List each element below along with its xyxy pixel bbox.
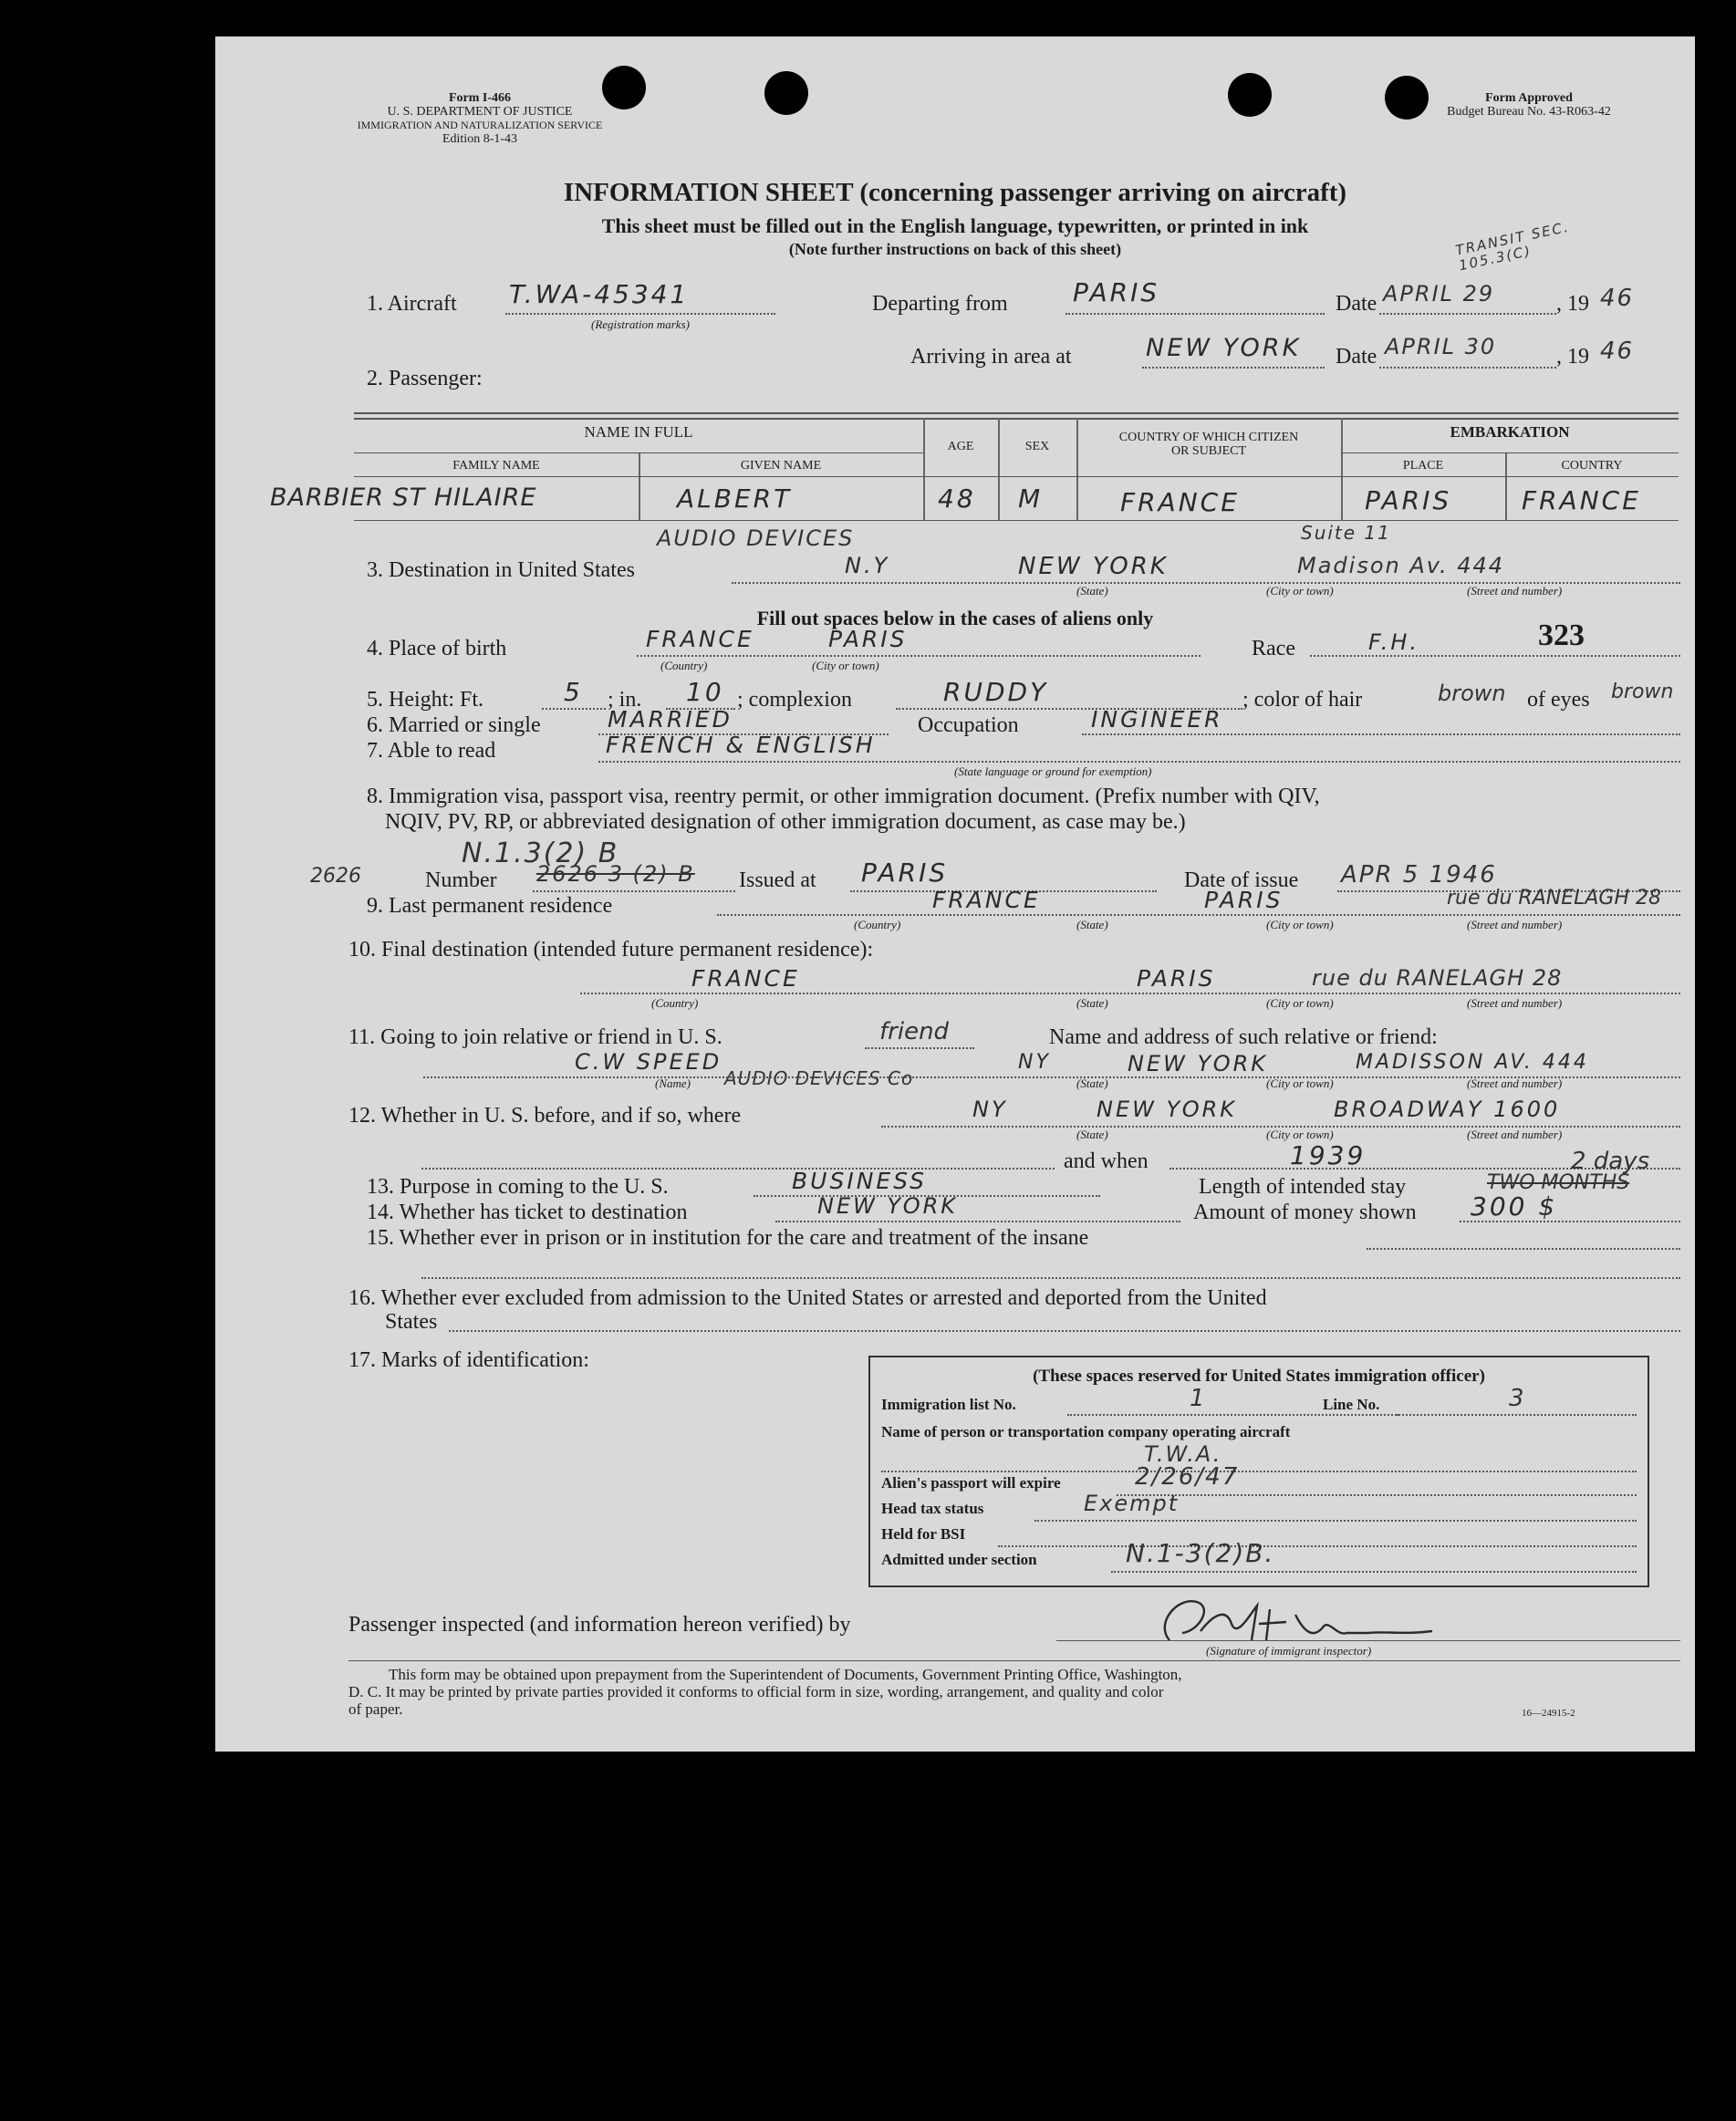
- form-header-left: [343, 91, 617, 146]
- registration-caption: (Registration marks): [591, 317, 690, 331]
- visa-number-prefix: 2626: [310, 865, 361, 888]
- aircraft-label: 1. Aircraft: [367, 292, 457, 316]
- list-no-value: 1: [1190, 1385, 1207, 1412]
- marital-label: 6. Married or single: [367, 713, 541, 737]
- caption-birth-city: (City or town): [812, 659, 879, 672]
- destination-street: Madison Av. 444: [1297, 553, 1505, 578]
- footer-note-2: D. C. It may be printed by private parties provided it conforms to official form in size, wording, arrangement, and quality and color: [348, 1683, 1164, 1700]
- destination-company: AUDIO DEVICES: [657, 525, 855, 551]
- caption-state: (State): [1076, 584, 1108, 598]
- complexion-label: ; complexion: [737, 688, 852, 712]
- embark-place-value: PARIS: [1365, 485, 1452, 515]
- arrival-date-label: Date: [1336, 345, 1377, 369]
- caption-city: (City or town): [1266, 1128, 1334, 1141]
- caption-state: (State): [1076, 996, 1108, 1010]
- th-place: PLACE: [1402, 459, 1444, 473]
- passport-expire-value: 2/26/47: [1135, 1463, 1240, 1491]
- th-country-citizen: COUNTRY OF WHICH CITIZEN: [1118, 431, 1299, 444]
- excluded-line-2: States: [385, 1310, 438, 1334]
- read-label: 7. Able to read: [367, 739, 496, 763]
- caption-street: (Street and number): [1467, 1076, 1563, 1090]
- form-header-right: [1401, 91, 1657, 119]
- arriving-value: NEW YORK: [1146, 334, 1302, 362]
- visa-line-2: NQIV, PV, RP, or abbreviated designation of other immigration document, as case may be.): [385, 810, 1186, 834]
- arrival-year-prefix: , 19: [1556, 345, 1589, 369]
- issued-at-value: PARIS: [861, 858, 949, 888]
- marital-value: MARRIED: [608, 706, 733, 733]
- inspected-label: Passenger inspected (and information hereon verified) by: [348, 1613, 851, 1637]
- purpose-label: 13. Purpose in coming to the U. S.: [367, 1175, 669, 1199]
- ticket-label: 14. Whether has ticket to destination: [367, 1201, 688, 1224]
- caption-country: (Country): [854, 918, 901, 931]
- caption-street: (Street and number): [1467, 1128, 1563, 1141]
- hair-value: brown: [1438, 681, 1506, 706]
- us-before-label: 12. Whether in U. S. before, and if so, where: [348, 1104, 742, 1128]
- admitted-value: N.1-3(2)B.: [1126, 1538, 1275, 1568]
- date-of-issue-label: Date of issue: [1184, 868, 1299, 892]
- caption-state: (State): [1076, 918, 1108, 931]
- destination-city: NEW YORK: [1018, 553, 1169, 580]
- us-before-state: NY: [972, 1097, 1008, 1122]
- bsi-label: Held for BSI: [881, 1525, 966, 1543]
- final-destination-label: 10. Final destination (intended future permanent residence):: [348, 938, 874, 962]
- footer-note-1: This form may be obtained upon prepayment from the Superintendent of Documents, Government Printing Office, Washington,: [389, 1666, 1182, 1683]
- th-age: AGE: [947, 440, 974, 453]
- ticket-value: NEW YORK: [817, 1193, 959, 1219]
- arriving-label: Arriving in area at: [910, 345, 1072, 369]
- visa-line-1: 8. Immigration visa, passport visa, reentry permit, or other immigration document. (Prefix number with QIV,: [367, 785, 1320, 808]
- caption-city: (City or town): [1266, 584, 1334, 598]
- last-residence-label: 9. Last permanent residence: [367, 894, 613, 918]
- citizen-value: FRANCE: [1120, 487, 1240, 517]
- departing-value: PARIS: [1073, 277, 1160, 307]
- punch-hole: [764, 71, 808, 115]
- page-subtitle: This sheet must be filled out in the English language, typewritten, or printed in ink: [601, 214, 1309, 237]
- head-tax-value: Exempt: [1084, 1491, 1180, 1516]
- stay-label: Length of intended stay: [1199, 1175, 1407, 1199]
- us-before-city: NEW YORK: [1097, 1097, 1238, 1122]
- th-given-name: GIVEN NAME: [740, 459, 822, 473]
- officer-box: [868, 1356, 1649, 1587]
- height-ft: 5: [564, 677, 583, 707]
- read-value: FRENCH & ENGLISH: [606, 732, 876, 758]
- aircraft-value: T.WA-45341: [509, 279, 690, 309]
- form-approved: Form Approved: [1485, 91, 1573, 105]
- page-title: INFORMATION SHEET (concerning passenger arriving on aircraft): [563, 178, 1347, 207]
- date-of-issue-value: APR 5 1946: [1341, 861, 1497, 889]
- operator-label: Name of person or transportation company operating aircraft: [881, 1423, 1291, 1440]
- th-family-name: FAMILY NAME: [452, 459, 540, 473]
- excluded-line-1: 16. Whether ever excluded from admission to the United States or arrested and deported from the United: [348, 1286, 1267, 1310]
- height-in: 10: [686, 677, 724, 707]
- friend-city: NEW YORK: [1128, 1051, 1269, 1076]
- caption-name: (Name): [655, 1076, 691, 1090]
- visa-number-overwrite: N.1.3(2) B: [462, 837, 619, 869]
- caption-city: (City or town): [1266, 1076, 1334, 1090]
- friend-name: C.W SPEED: [575, 1049, 722, 1075]
- department: U. S. DEPARTMENT OF JUSTICE: [387, 105, 573, 119]
- purpose-value: BUSINESS: [792, 1168, 928, 1194]
- visa-number-value: 2626 3 (2) B: [536, 861, 695, 887]
- final-destination-city: PARIS: [1137, 965, 1216, 992]
- join-friend-value: friend: [879, 1018, 950, 1045]
- departure-year-prefix: , 19: [1556, 292, 1589, 316]
- prison-label: 15. Whether ever in prison or in institution for the care and treatment of the insane: [367, 1226, 1089, 1250]
- arrival-date-value: APRIL 30: [1385, 334, 1497, 359]
- passport-expire-label: Alien's passport will expire: [881, 1474, 1061, 1492]
- th-sex: SEX: [1024, 440, 1050, 453]
- th-emb-country: COUNTRY: [1561, 459, 1623, 473]
- edition: Edition 8-1-43: [442, 132, 518, 146]
- th-name-in-full: NAME IN FULL: [584, 423, 693, 441]
- list-no-label: Immigration list No.: [881, 1396, 1016, 1413]
- caption-country: (Country): [651, 996, 699, 1010]
- budget-bureau: Budget Bureau No. 43-R063-42: [1447, 105, 1611, 119]
- caption-birth-country: (Country): [660, 659, 708, 672]
- race-label: Race: [1252, 637, 1295, 660]
- money-label: Amount of money shown: [1193, 1201, 1417, 1224]
- destination-label: 3. Destination in United States: [367, 558, 635, 582]
- line-no-label: Line No.: [1323, 1396, 1380, 1413]
- departure-date-value: APRIL 29: [1383, 281, 1495, 307]
- family-name-value: BARBIER ST HILAIRE: [270, 483, 537, 512]
- th-country-subject: OR SUBJECT: [1170, 444, 1247, 458]
- birth-city: PARIS: [828, 626, 908, 652]
- admitted-label: Admitted under section: [881, 1551, 1037, 1568]
- departure-year: 46: [1600, 285, 1635, 312]
- read-caption: (State language or ground for exemption): [954, 764, 1152, 778]
- last-residence-street: rue du RANELAGH 28: [1447, 887, 1661, 910]
- birth-country: FRANCE: [646, 626, 754, 652]
- footer-note-3: of paper.: [348, 1700, 403, 1718]
- when-label: and when: [1064, 1149, 1149, 1173]
- officer-box-title: (These spaces reserved for United States immigration officer): [1033, 1367, 1485, 1386]
- passenger-label: 2. Passenger:: [367, 367, 483, 390]
- caption-state: (State): [1076, 1128, 1108, 1141]
- visa-number-label: Number: [425, 868, 497, 892]
- caption-city: (City or town): [1266, 918, 1334, 931]
- departure-date-label: Date: [1336, 292, 1377, 316]
- friend-street: MADISSON AV. 444: [1356, 1051, 1589, 1074]
- aliens-only-note: Fill out spaces below in the cases of aliens only: [756, 607, 1154, 629]
- last-residence-country: FRANCE: [932, 887, 1041, 913]
- height-label: 5. Height: Ft.: [367, 688, 484, 712]
- line-no-value: 3: [1509, 1385, 1526, 1412]
- sex-value: M: [1018, 483, 1044, 514]
- stay-value: TWO MONTHS: [1487, 1171, 1630, 1194]
- departing-label: Departing from: [872, 292, 1008, 316]
- instruction-note: (Note further instructions on back of this sheet): [788, 240, 1122, 258]
- marks-label: 17. Marks of identification:: [348, 1348, 589, 1372]
- complexion-value: RUDDY: [943, 677, 1049, 707]
- operator-value: T.W.A.: [1144, 1441, 1222, 1467]
- race-value: F.H.: [1368, 629, 1420, 655]
- embark-country-value: FRANCE: [1522, 485, 1641, 515]
- eyes-label: of eyes: [1527, 688, 1590, 712]
- hair-label: ; color of hair: [1242, 688, 1363, 712]
- relative-name-address-label: Name and address of such relative or friend:: [1049, 1025, 1438, 1049]
- friend-company: AUDIO DEVICES Co: [724, 1067, 914, 1089]
- us-before-street: BROADWAY 1600: [1334, 1097, 1561, 1122]
- form-number: Form I-466: [448, 91, 512, 105]
- destination-state: N.Y: [845, 553, 890, 578]
- transit-stamp: TRANSIT SEC. 105.3(C): [1454, 218, 1572, 275]
- form-code: 16—24915-2: [1522, 1708, 1575, 1719]
- last-residence-city: PARIS: [1204, 887, 1284, 913]
- caption-street: (Street and number): [1467, 996, 1563, 1010]
- caption-street: (Street and number): [1467, 584, 1563, 598]
- caption-city: (City or town): [1266, 996, 1334, 1010]
- caption-street: (Street and number): [1467, 918, 1563, 931]
- issued-at-label: Issued at: [739, 868, 816, 892]
- caption-state: (State): [1076, 1076, 1108, 1090]
- destination-suite: Suite 11: [1301, 522, 1391, 544]
- stay-overwrite: 2 days: [1571, 1148, 1650, 1175]
- th-embarkation: EMBARKATION: [1450, 423, 1570, 441]
- friend-state: NY: [1018, 1051, 1051, 1074]
- final-destination-street: rue du RANELAGH 28: [1312, 965, 1563, 991]
- stamped-number: 323: [1538, 619, 1585, 652]
- signature-caption: (Signature of immigrant inspector): [1206, 1644, 1372, 1658]
- final-destination-country: FRANCE: [691, 965, 800, 992]
- given-name-value: ALBERT: [677, 483, 793, 514]
- punch-hole: [1228, 73, 1272, 117]
- information-sheet: [215, 36, 1695, 1752]
- join-friend-label: 11. Going to join relative or friend in U. S.: [348, 1025, 722, 1049]
- occupation-value: INGINEER: [1091, 706, 1223, 733]
- age-value: 48: [938, 483, 976, 514]
- money-value: 300 $: [1471, 1191, 1558, 1222]
- head-tax-label: Head tax status: [881, 1500, 984, 1517]
- birth-label: 4. Place of birth: [367, 637, 507, 660]
- height-in-label: ; in.: [608, 688, 642, 712]
- eyes-value: brown: [1611, 681, 1674, 703]
- occupation-label: Occupation: [918, 713, 1019, 737]
- service: IMMIGRATION AND NATURALIZATION SERVICE: [357, 119, 603, 131]
- arrival-year: 46: [1600, 338, 1635, 365]
- when-value: 1939: [1290, 1140, 1367, 1170]
